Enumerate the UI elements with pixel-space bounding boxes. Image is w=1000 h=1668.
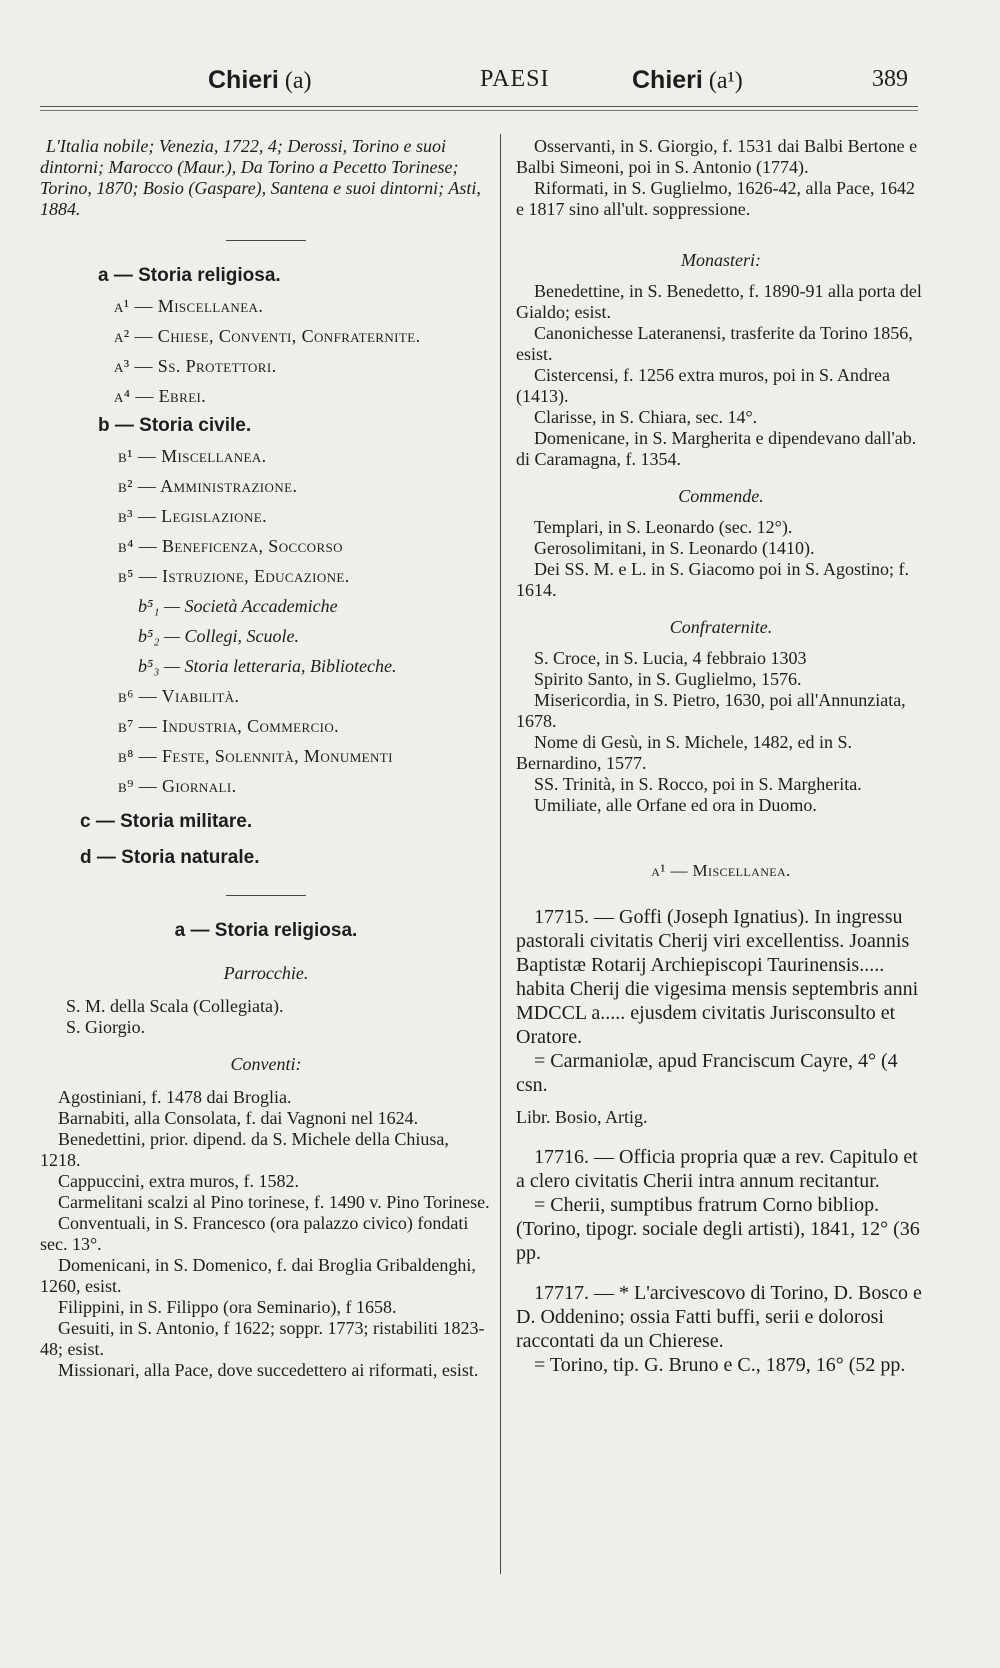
toc-item: b⁷ — Industria, Commercio. xyxy=(118,716,340,736)
toc-item: b⁶ — Viabilità. xyxy=(118,686,240,706)
subsection-heading-monasteri: Monasteri: xyxy=(681,250,761,270)
bibliography-entry xyxy=(516,1281,926,1377)
list-item: Domenicane, in S. Margherita e dipendevano dall'ab. di Caramagna, f. 1354. xyxy=(516,428,917,469)
list-item: Riformati, in S. Guglielmo, 1626-42, alla Pace, 1642 e 1817 sino all'ult. soppressione. xyxy=(516,178,915,219)
entry-text: — * L'arcivescovo di Torino, D. Bosco e D. Oddenino; ossia Fatti buffi, serii e dolorosi raccontati da un Chierese. xyxy=(516,1282,922,1352)
entry-text: — Officia propria quæ a rev. Capitulo et a clero civitatis Cherii intra annum recitantur. xyxy=(516,1146,918,1192)
entry-number: 17715. xyxy=(534,906,589,928)
toc-subitem: b⁵₂ — Collegi, Scuole. xyxy=(138,626,299,646)
toc-item: b¹ — Miscellanea. xyxy=(118,446,267,466)
list-item: Gerosolimitani, in S. Leonardo (1410). xyxy=(534,538,815,558)
entry-text: — Goffi (Joseph Ignatius). In ingressu pastorali civitatis Cherij viri excellentiss. Joannis Baptistæ Rotarij Archiepiscopi Taurinensis..... habita Cherij die vigesima mensis septembris anni MDCCL a..... ejusdem civitatis Jurisconsulto et Oratore. xyxy=(516,906,919,1048)
table-of-contents xyxy=(40,261,492,873)
list-item: Benedettini, prior. dipend. da S. Michele della Chiusa, 1218. xyxy=(40,1129,449,1170)
list-item: Agostiniani, f. 1478 dai Broglia. xyxy=(58,1087,292,1107)
list-item: Missionari, alla Pace, dove succedettero ai riformati, esist. xyxy=(58,1360,479,1380)
toc-item: b⁹ — Giornali. xyxy=(118,776,237,796)
list-item: Spirito Santo, in S. Guglielmo, 1576. xyxy=(534,669,802,689)
right-column xyxy=(516,136,926,1377)
list-item: Gesuiti, in S. Antonio, f 1622; soppr. 1773; ristabiliti 1823-48; esist. xyxy=(40,1318,485,1359)
list-item: Conventuali, in S. Francesco (ora palazzo civico) fondati sec. 13°. xyxy=(40,1213,469,1254)
subsection-heading-confraternite: Confraternite. xyxy=(669,617,773,637)
toc-subitem: b⁵₃ — Storia letteraria, Biblioteche. xyxy=(138,656,397,676)
list-item: Clarisse, in S. Chiara, sec. 14°. xyxy=(534,407,758,427)
toc-item: a⁴ — Ebrei. xyxy=(114,386,207,406)
running-header xyxy=(40,66,920,102)
list-item: Carmelitani scalzi al Pino torinese, f. 1490 v. Pino Torinese. xyxy=(58,1192,490,1212)
header-rule-second xyxy=(40,110,918,111)
toc-item: a² — Chiese, Conventi, Confraternite. xyxy=(114,326,421,346)
entry-note: Libr. Bosio, Artig. xyxy=(516,1107,648,1127)
bibliography-entry xyxy=(516,905,926,1129)
header-left: Chieri (a) xyxy=(208,66,312,94)
list-item: Nome di Gesù, in S. Michele, 1482, ed in S. Bernardino, 1577. xyxy=(516,732,852,773)
conventi-list xyxy=(40,1087,492,1381)
toc-major: b — Storia civile. xyxy=(98,415,252,436)
list-item: SS. Trinità, in S. Rocco, poi in S. Margherita. xyxy=(534,774,862,794)
toc-major: c — Storia militare. xyxy=(80,811,253,832)
list-item: Cappuccini, extra muros, f. 1582. xyxy=(58,1171,299,1191)
list-item: Domenicani, in S. Domenico, f. dai Broglia Gribaldenghi, 1260, esist. xyxy=(40,1255,476,1296)
list-item: S. Croce, in S. Lucia, 4 febbraio 1303 xyxy=(534,648,807,668)
subsection-heading-conventi: Conventi: xyxy=(230,1054,302,1074)
toc-item: b⁸ — Feste, Solennità, Monumenti xyxy=(118,746,393,766)
toc-major: a — Storia religiosa. xyxy=(98,265,281,286)
entry-imprint: = Cherii, sumptibus fratrum Corno bibliop. (Torino, tipogr. sociale degli artisti), 1841, 12° (36 pp. xyxy=(516,1194,920,1264)
list-item: Benedettine, in S. Benedetto, f. 1890-91 alla porta del Gialdo; esist. xyxy=(516,281,922,322)
list-item: Cistercensi, f. 1256 extra muros, poi in S. Andrea (1413). xyxy=(516,365,890,406)
entry-number: 17717. xyxy=(534,1282,589,1304)
list-item: Canonichesse Lateranensi, trasferite da Torino 1856, esist. xyxy=(516,323,913,364)
bibliography-intro: L'Italia nobile; Venezia, 1722, 4; Derossi, Torino e suoi dintorni; Marocco (Maur.), Da Torino a Pecetto Torinese; Torino, 1870; Bosio (Gaspare), Santena e suoi dintorni; Asti, 1884. xyxy=(40,136,481,219)
toc-item: b⁴ — Beneficenza, Soccorso xyxy=(118,536,343,556)
section-title: a — Storia religiosa. xyxy=(174,920,358,941)
entry-number: 17716. xyxy=(534,1146,589,1168)
column-divider xyxy=(500,134,501,1574)
subsection-heading-parrocchie: Parrocchie. xyxy=(223,963,309,983)
list-item: Barnabiti, alla Consolata, f. dai Vagnoni nel 1624. xyxy=(58,1108,419,1128)
left-column xyxy=(40,136,492,1381)
list-item: Dei SS. M. e L. in S. Giacomo poi in S. Agostino; f. 1614. xyxy=(516,559,910,600)
toc-item: a³ — Ss. Protettori. xyxy=(114,356,277,376)
list-item: Templari, in S. Leonardo (sec. 12°). xyxy=(534,517,793,537)
toc-item: b² — Amministrazione. xyxy=(118,476,298,496)
toc-major: d — Storia naturale. xyxy=(80,847,260,868)
header-center: PAESI xyxy=(480,66,550,92)
list-item: Umiliate, alle Orfane ed ora in Duomo. xyxy=(534,795,817,815)
page-number: 389 xyxy=(872,66,908,92)
list-item: Misericordia, in S. Pietro, 1630, poi all'Annunziata, 1678. xyxy=(516,690,906,731)
toc-subitem: b⁵₁ — Società Accademiche xyxy=(138,596,338,616)
entry-imprint: = Carmaniolæ, apud Franciscum Cayre, 4° (4 csn. xyxy=(516,1050,898,1096)
toc-item: b³ — Legislazione. xyxy=(118,506,267,526)
header-right: Chieri (a¹) xyxy=(632,66,743,94)
subsection-heading-commende: Commende. xyxy=(678,486,764,506)
list-item: Filippini, in S. Filippo (ora Seminario), f 1658. xyxy=(58,1297,397,1317)
header-rule xyxy=(40,106,918,107)
toc-item: a¹ — Miscellanea. xyxy=(114,296,264,316)
bibliography-entry xyxy=(516,1145,926,1265)
entry-imprint: = Torino, tip. G. Bruno e C., 1879, 16° (52 pp. xyxy=(534,1354,906,1376)
list-item: Osservanti, in S. Giorgio, f. 1531 dai Balbi Bertone e Balbi Simeoni, poi in S. Antonio (1774). xyxy=(516,136,918,177)
list-item: S. Giorgio. xyxy=(66,1017,146,1037)
list-item: S. M. della Scala (Collegiata). xyxy=(66,996,284,1016)
toc-item: b⁵ — Istruzione, Educazione. xyxy=(118,566,350,586)
subsection-heading-miscellanea: a¹ — Miscellanea. xyxy=(651,861,791,880)
